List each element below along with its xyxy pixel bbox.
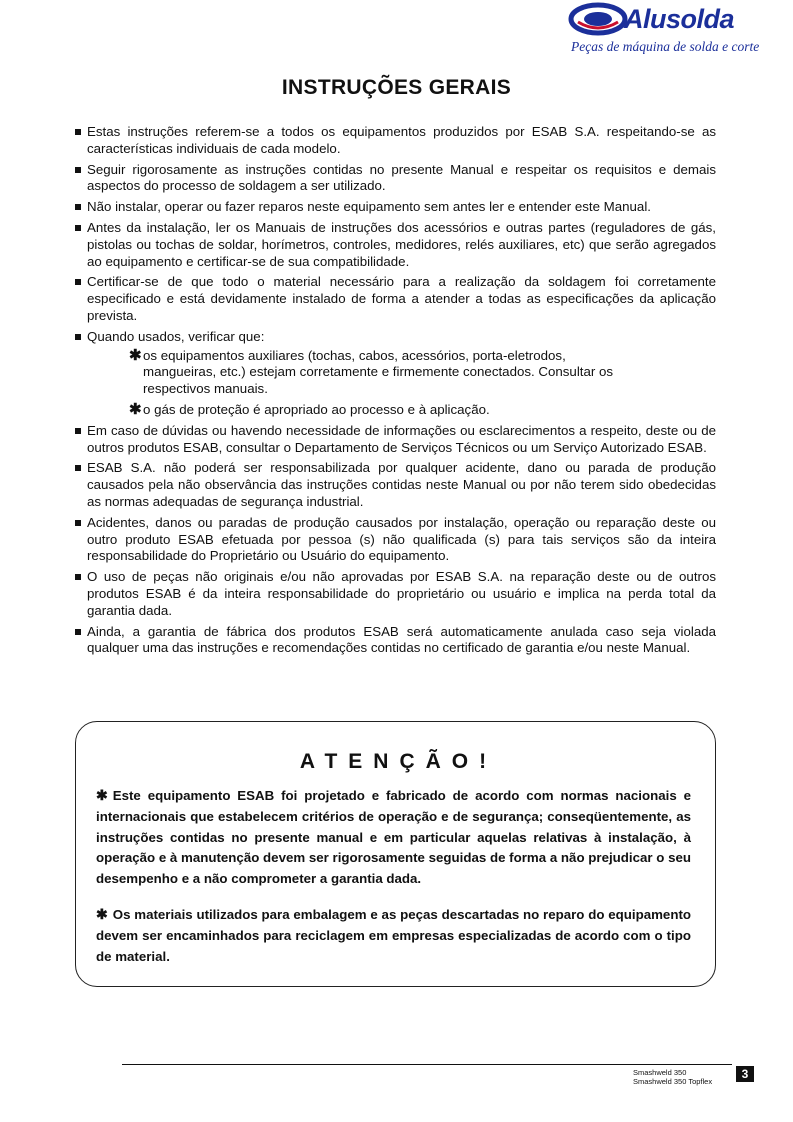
sub-item: ✱ o gás de proteção é apropriado ao processo e à aplicação. bbox=[129, 400, 490, 418]
asterisk-icon: ✱ bbox=[96, 905, 108, 922]
footer-model-line: Smashweld 350 Topflex bbox=[633, 1077, 713, 1086]
verification-sublist bbox=[87, 348, 716, 419]
square-bullet-icon bbox=[75, 629, 81, 635]
square-bullet-icon bbox=[75, 279, 81, 285]
instruction-item: Não instalar, operar ou fazer reparos neste equipamento sem antes ler e entender este Manual. bbox=[74, 199, 716, 216]
square-bullet-icon bbox=[75, 428, 81, 434]
attention-box bbox=[75, 721, 716, 987]
square-bullet-icon bbox=[75, 334, 81, 340]
instruction-item: Antes da instalação, ler os Manuais de instruções dos acessórios e outras partes (reguladores de gás, pistolas ou tochas de soldar, horímetros, controles, medidores, relés auxiliares, etc) que serão agregados ao equipamento e certificar-se de sua compatibilidade. bbox=[74, 220, 716, 270]
instruction-item: Seguir rigorosamente as instruções contidas no presente Manual e respeitar os requisitos e demais aspectos do processo de soldagem a ser utilizado. bbox=[74, 162, 716, 196]
footer-model-line: Smashweld 350 bbox=[633, 1068, 687, 1077]
instruction-item: Ainda, a garantia de fábrica dos produtos ESAB será automaticamente anulada caso seja violada qualquer uma das instruções e recomendações contidas no certificado de garantia e/ou neste Manual. bbox=[74, 624, 716, 658]
page-title: INSTRUÇÕES GERAIS bbox=[281, 76, 512, 99]
instruction-item: ESAB S.A. não poderá ser responsabilizada por qualquer acidente, dano ou parada de produção causados pela não observância das instruções contidas neste Manual ou por não terem sido obedecidas as normas adequadas de segurança industrial. bbox=[74, 460, 716, 510]
square-bullet-icon bbox=[75, 520, 81, 526]
alusolda-emblem-icon bbox=[568, 2, 628, 36]
attention-paragraph: ✱ Os materiais utilizados para embalagem e as peças descartadas no reparo do equipamento devem ser encaminhados para reciclagem em empresas especializadas de acordo com o tipo de material. bbox=[96, 905, 691, 964]
logo-tagline: Peças de máquina de solda e corte bbox=[571, 39, 760, 54]
page-number: 3 bbox=[736, 1066, 754, 1082]
attention-title: ATENÇÃO! bbox=[299, 750, 498, 773]
attention-paragraph: ✱ Este equipamento ESAB foi projetado e fabricado de acordo com normas nacionais e internacionais que estabelecem critérios de operação e de segurança; conseqüentemente, as instruções contidas no presente manual e em particular aquelas relativas à instalação, à operação e à manutenção devem ser rigorosamente seguidas de forma a não prejudicar o seu desempenho e a não comprometer a garantia dada. bbox=[96, 787, 691, 887]
instruction-item: O uso de peças não originais e/ou não aprovadas por ESAB S.A. na reparação deste ou de outros produtos ESAB é da inteira responsabilidade do proprietário ou usuário e implica na perda total da garantia dada. bbox=[74, 569, 716, 619]
instruction-item: Acidentes, danos ou paradas de produção causados por instalação, operação ou reparação deste ou outro produto ESAB efetuada por pessoa (s) não qualificada (s) para tais serviços são da inteira responsabilidade do Proprietário ou Usuário do equipamento. bbox=[74, 515, 716, 565]
square-bullet-icon bbox=[75, 465, 81, 471]
footer-divider bbox=[122, 1064, 732, 1065]
asterisk-bullet-icon: ✱ bbox=[129, 346, 142, 364]
square-bullet-icon bbox=[75, 204, 81, 210]
square-bullet-icon bbox=[75, 225, 81, 231]
instruction-item: Certificar-se de que todo o material necessário para a realização da soldagem foi corretamente especificado e está devidamente instalado de forma a atender a todas as especificações da aplicação prevista. bbox=[74, 274, 716, 324]
alusolda-logo bbox=[568, 2, 790, 60]
instruction-item: Quando usados, verificar que: ✱ os equipamentos auxiliares (tochas, cabos, acessórios, porta-eletrodos, mangueiras, etc.) estejam corretamente e firmemente conectados. Consultar os respectivos manuais. ✱ o gás de proteção é apropriado ao processo e à aplicação. bbox=[74, 329, 716, 419]
asterisk-icon: ✱ bbox=[96, 787, 108, 803]
instruction-item: Em caso de dúvidas ou havendo necessidade de informações ou esclarecimentos a respeito, deste ou de outros produtos ESAB, consultar o Departamento de Serviços Técnicos ou um Serviço Autorizado ESAB. bbox=[74, 423, 716, 457]
logo-name: Alusolda bbox=[624, 3, 735, 34]
square-bullet-icon bbox=[75, 167, 81, 173]
sub-item: ✱ os equipamentos auxiliares (tochas, cabos, acessórios, porta-eletrodos, mangueiras, etc.) estejam corretamente e firmemente conectados. Consultar os respectivos manuais. bbox=[129, 346, 614, 397]
square-bullet-icon bbox=[75, 129, 81, 135]
instruction-item: Estas instruções referem-se a todos os equipamentos produzidos por ESAB S.A. respeitando-se as características individuais de cada modelo. bbox=[74, 124, 716, 158]
footer-model bbox=[633, 1068, 712, 1086]
instructions-list bbox=[74, 124, 716, 661]
asterisk-bullet-icon: ✱ bbox=[129, 400, 142, 418]
square-bullet-icon bbox=[75, 574, 81, 580]
